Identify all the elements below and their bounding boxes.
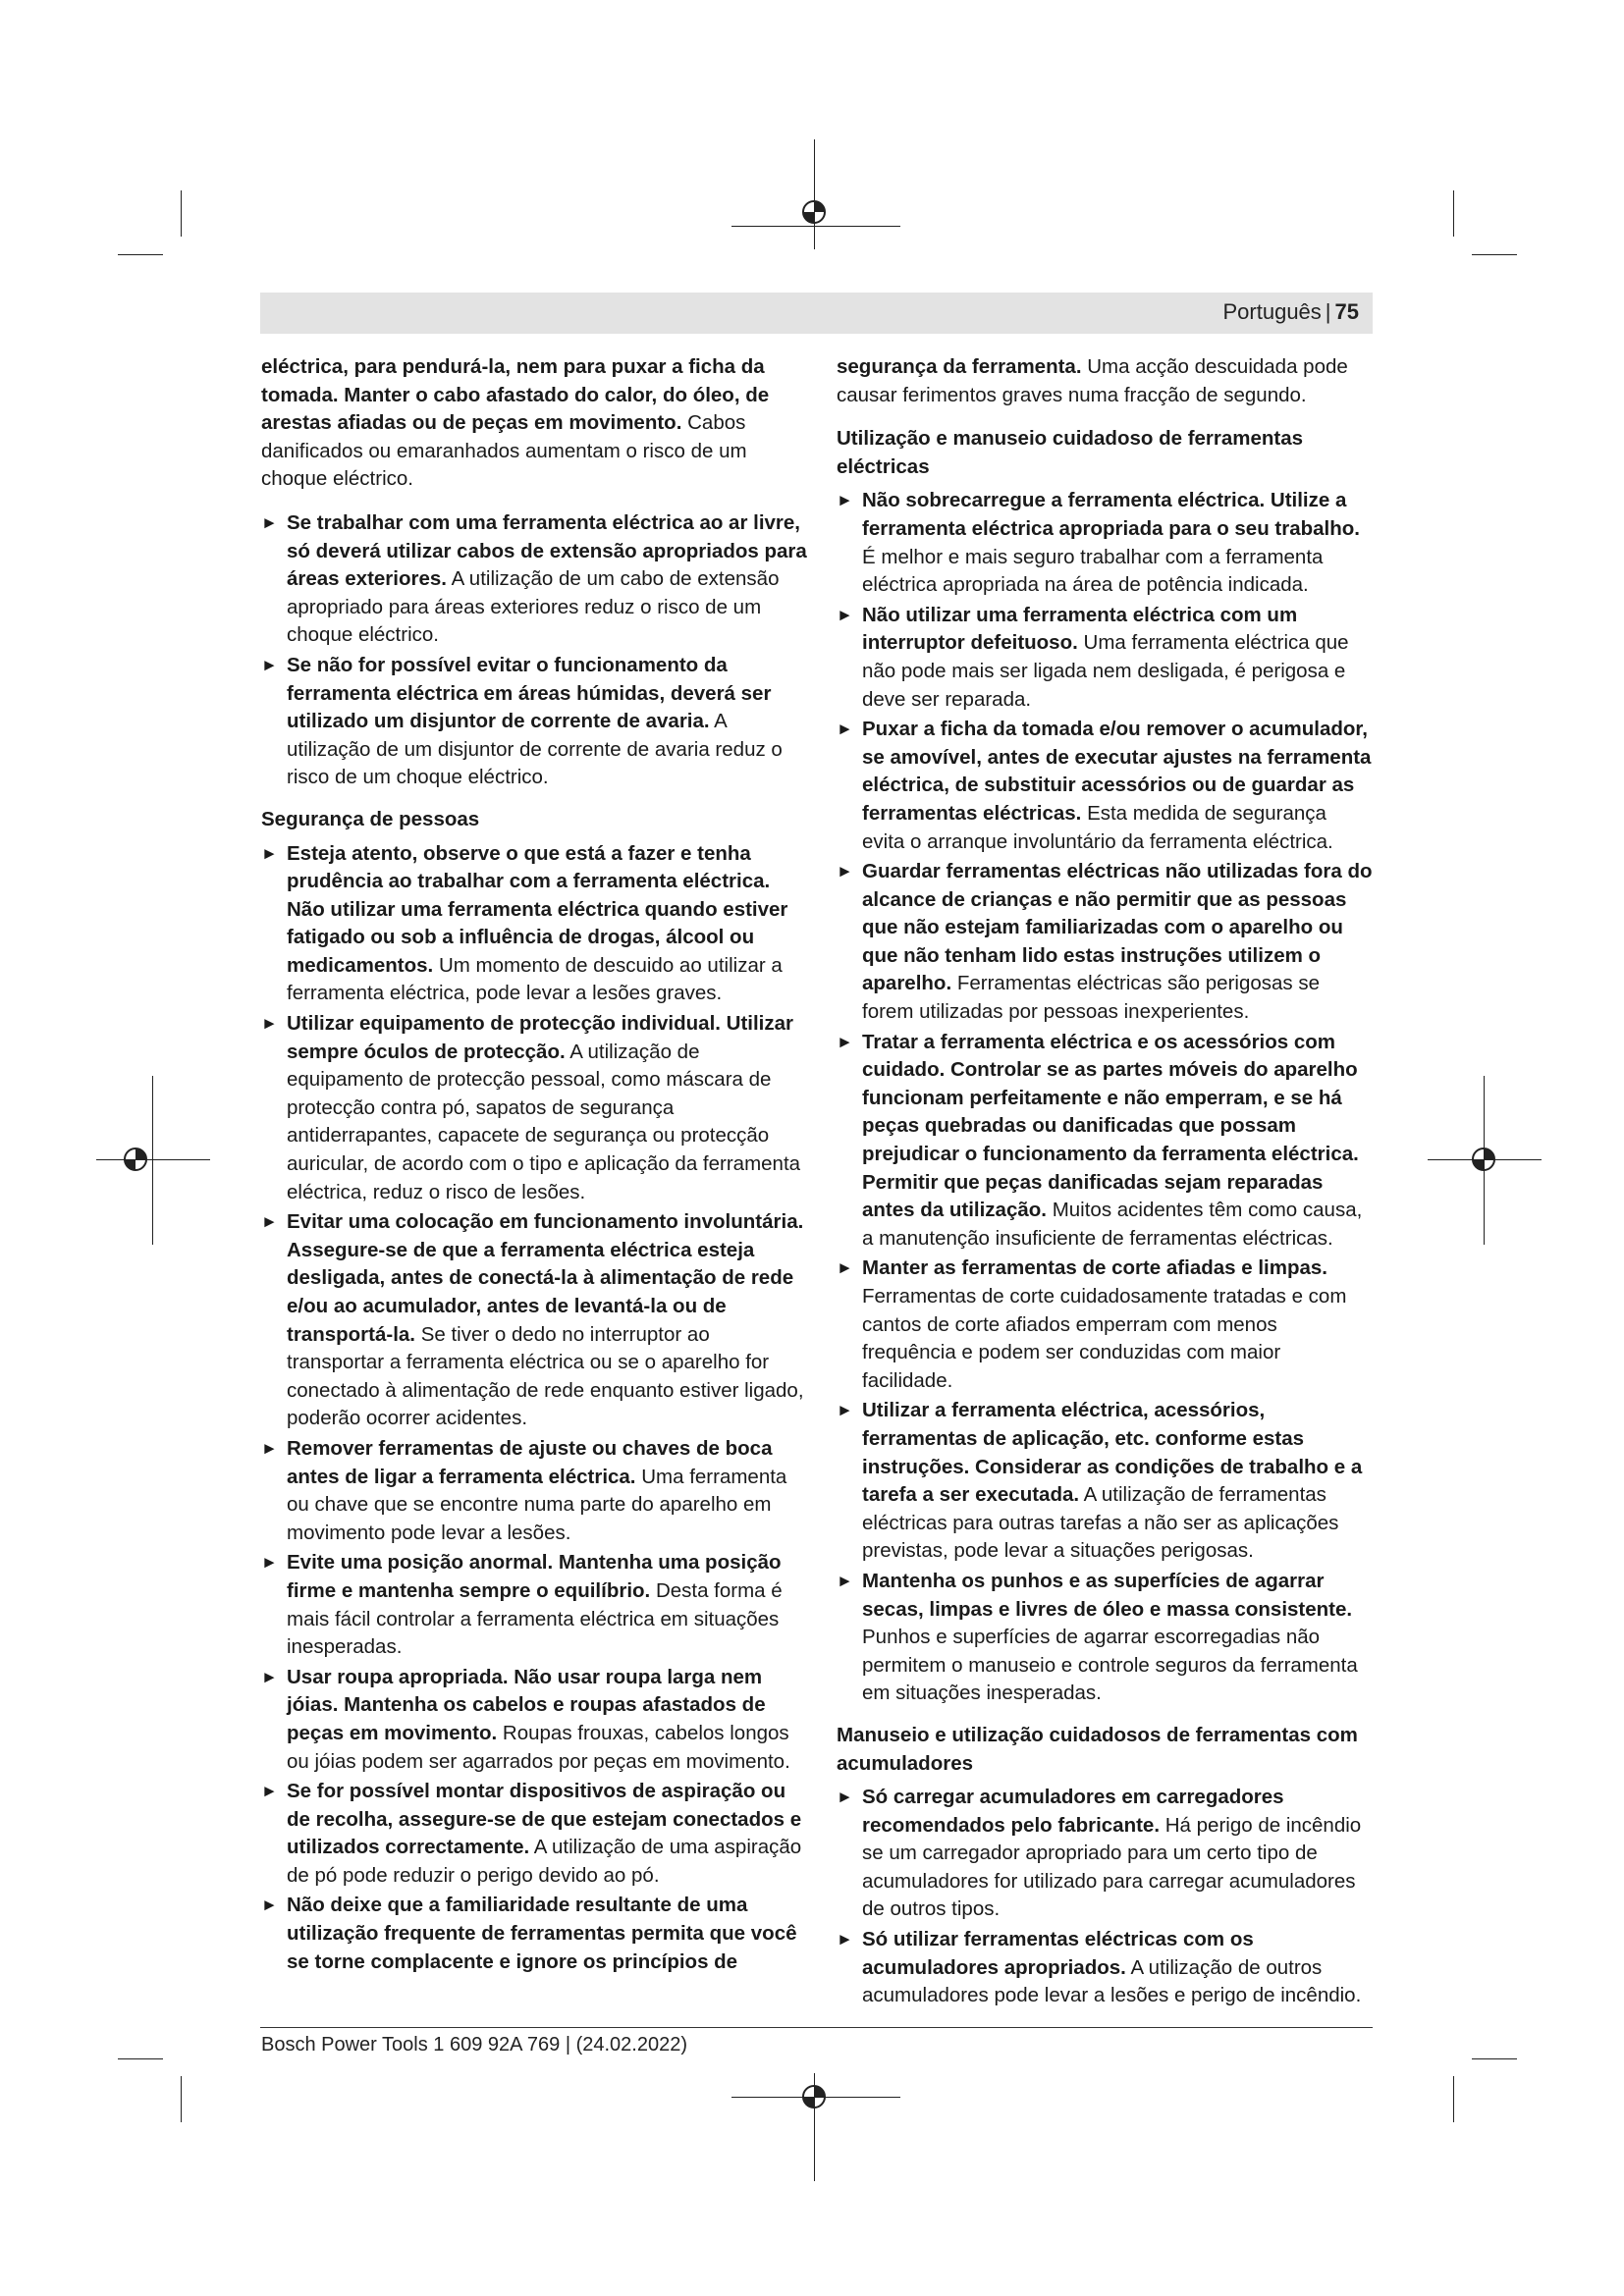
instruction-bold: Não utilizar uma ferramenta eléctrica com um interruptor defeituoso. xyxy=(862,603,1298,655)
header-separator: | xyxy=(1325,299,1331,324)
instruction-bold: Tratar a ferramenta eléctrica e os acessórios com cuidado. Controlar se as partes móveis do aparelho funcionam perfeitamente e não emperram, e se há peças quebradas ou danificadas que possam prejudicar o funcionamento da ferramenta eléctrica. Permitir que peças danificadas sejam reparadas antes da utilização. xyxy=(862,1030,1359,1222)
bullet-arrow-icon: ► xyxy=(837,605,853,624)
page-number: 75 xyxy=(1334,299,1359,324)
safety-list-item xyxy=(261,1778,807,1890)
safety-list-item xyxy=(261,1664,807,1776)
instruction-explanation: A utilização de um disjuntor de corrente de avaria reduz o risco de um choque eléctrico. xyxy=(287,710,783,789)
safety-list-item xyxy=(837,487,1373,599)
instruction-explanation: Cabos danificados ou emaranhados aumentam o risco de um choque eléctrico. xyxy=(261,411,747,491)
section-heading: Manuseio e utilização cuidadosos de ferramentas com acumuladores xyxy=(837,1723,1358,1775)
instruction-explanation: Se tiver o dedo no interruptor ao transportar a ferramenta eléctrica ou se o aparelho for conectado à alimentação de rede enquanto estiver ligado, poderão ocorrer acidentes. xyxy=(287,1322,804,1430)
registration-mark-top-icon xyxy=(796,194,832,230)
instruction-bold: Manter as ferramentas de corte afiadas e limpas. xyxy=(862,1256,1327,1280)
instruction-bold: Guardar ferramentas eléctricas não utilizadas fora do alcance de crianças e não permitir que as pessoas que não estejam familiarizadas com o aparelho ou que não tenham lido estas instruções utilizem o aparelho. xyxy=(862,860,1373,995)
safety-list-item xyxy=(837,1926,1373,2010)
instruction-explanation: Muitos acidentes têm como causa, a manutenção insuficiente de ferramentas eléctricas. xyxy=(862,1199,1363,1250)
bullet-arrow-icon: ► xyxy=(261,1782,278,1801)
bullet-arrow-icon: ► xyxy=(261,1896,278,1915)
instruction-bold: Não deixe que a familiaridade resultante de uma utilização frequente de ferramentas permita que você se torne complacente e ignore os princípios de xyxy=(287,1894,797,1973)
bullet-arrow-icon: ► xyxy=(261,512,278,532)
instruction-bold: Evite uma posição anormal. Mantenha uma posição firme e mantenha sempre o equilíbrio. xyxy=(287,1551,782,1602)
header-language: Português xyxy=(1222,299,1322,324)
instruction-explanation: Um momento de descuido ao utilizar a ferramenta eléctrica, pode levar a lesões graves. xyxy=(287,953,783,1005)
safety-list-item xyxy=(261,1549,807,1661)
bullet-arrow-icon: ► xyxy=(261,1667,278,1686)
safety-list-item xyxy=(837,1029,1373,1254)
section-heading: Utilização e manuseio cuidadoso de ferramentas eléctricas xyxy=(837,427,1304,478)
bullet-arrow-icon: ► xyxy=(837,720,853,739)
instruction-explanation: Uma ferramenta ou chave que se encontre numa parte do aparelho em movimento pode levar a lesões. xyxy=(287,1465,787,1544)
page-header xyxy=(260,293,1373,334)
instruction-bold: Só carregar acumuladores em carregadores recomendados pelo fabricante. xyxy=(862,1786,1284,1837)
crop-mark-top-right-v xyxy=(1453,190,1454,237)
bullet-arrow-icon: ► xyxy=(837,1788,853,1807)
safety-list-item xyxy=(261,840,807,1009)
continued-paragraph xyxy=(837,353,1373,409)
bullet-arrow-icon: ► xyxy=(261,1014,278,1034)
bullet-arrow-icon: ► xyxy=(261,843,278,863)
registration-mark-bottom-icon xyxy=(796,2079,832,2114)
instruction-bold: segurança da ferramenta. xyxy=(837,355,1082,378)
crop-mark-top-left-v xyxy=(181,190,182,237)
instruction-bold: Remover ferramentas de ajuste ou chaves de boca antes de ligar a ferramenta eléctrica. xyxy=(287,1436,773,1488)
instruction-bold: Evitar uma colocação em funcionamento involuntária. Assegure-se de que a ferramenta eléctrica esteja desligada, antes de conectá-la à alimentação de rede e/ou ao acumulador, antes de levantá-la ou de transportá-la. xyxy=(287,1210,804,1346)
safety-list-item xyxy=(261,1010,807,1206)
safety-list-item xyxy=(837,1784,1373,1924)
bullet-arrow-icon: ► xyxy=(837,1930,853,1949)
registration-mark-right-icon xyxy=(1466,1142,1501,1177)
instruction-explanation: Roupas frouxas, cabelos longos ou jóias podem ser agarrados por peças em movimento. xyxy=(287,1721,790,1773)
safety-list-item xyxy=(261,1208,807,1433)
instruction-explanation: Ferramentas eléctricas são perigosas se forem utilizadas por pessoas inexperientes. xyxy=(862,972,1321,1024)
instruction-bold: Não sobrecarregue a ferramenta eléctrica. Utilize a ferramenta eléctrica apropriada para o seu trabalho. xyxy=(862,489,1360,540)
registration-mark-left-icon xyxy=(118,1142,153,1177)
crop-mark-bottom-left-h xyxy=(118,2058,163,2059)
safety-list-item xyxy=(837,858,1373,1027)
bullet-arrow-icon: ► xyxy=(261,655,278,674)
crop-mark-top-left-h xyxy=(118,254,163,255)
bullet-arrow-icon: ► xyxy=(261,1553,278,1573)
instruction-explanation: Esta medida de segurança evita o arranque involuntário da ferramenta eléctrica. xyxy=(862,801,1333,853)
safety-list-item xyxy=(837,1568,1373,1708)
crop-mark-top-right-h xyxy=(1472,254,1517,255)
left-column xyxy=(261,353,807,1978)
safety-list-item xyxy=(261,1435,807,1547)
instruction-explanation: Desta forma é mais fácil controlar a ferramenta eléctrica em situações inesperadas. xyxy=(287,1578,783,1659)
instruction-bold: Se trabalhar com uma ferramenta eléctrica ao ar livre, só deverá utilizar cabos de extensão apropriados para áreas exteriores. xyxy=(287,510,807,591)
instruction-explanation: A utilização de um cabo de extensão apropriado para áreas exteriores reduz o risco de um choque eléctrico. xyxy=(287,567,780,647)
instruction-bold: Se não for possível evitar o funcionamento da ferramenta eléctrica em áreas húmidas, deverá ser utilizado um disjuntor de corrente de avaria. xyxy=(287,653,772,733)
instruction-bold: Esteja atento, observe o que está a fazer e tenha prudência ao trabalhar com a ferramenta eléctrica. Não utilizar uma ferramenta eléctrica quando estiver fatigado ou sob a influência de drogas, álcool ou medicamentos. xyxy=(287,841,788,977)
instruction-explanation: Há perigo de incêndio se um carregador apropriado para um certo tipo de acumuladores for utilizado para carregar acumuladores de outros tipos. xyxy=(862,1813,1362,1921)
bullet-arrow-icon: ► xyxy=(837,1571,853,1590)
crop-mark-bottom-right-h xyxy=(1472,2058,1517,2059)
footer-rule xyxy=(260,2027,1373,2028)
safety-list-item xyxy=(261,652,807,792)
instruction-bold: eléctrica, para pendurá-la, nem para puxar a ficha da tomada. Manter o cabo afastado do calor, do óleo, de arestas afiadas ou de peças em movimento. xyxy=(261,355,770,435)
header-label xyxy=(1223,299,1360,325)
bullet-arrow-icon: ► xyxy=(261,1212,278,1232)
bullet-arrow-icon: ► xyxy=(837,1258,853,1278)
footer-text: Bosch Power Tools 1 609 92A 769 | (24.02.2022) xyxy=(261,2034,688,2056)
instruction-explanation: A utilização de equipamento de protecção pessoal, como máscara de protecção contra pó, sapatos de segurança antiderrapantes, capacete de segurança ou protecção auricular, de acordo com o tipo e aplicação da ferramenta eléctrica, reduz o risco de lesões. xyxy=(287,1040,801,1203)
bullet-arrow-icon: ► xyxy=(837,491,853,510)
safety-list-item xyxy=(261,509,807,650)
instruction-explanation: Uma acção descuidada pode causar ferimentos graves numa fracção de segundo. xyxy=(837,355,1348,406)
crop-mark-bottom-right-v xyxy=(1453,2076,1454,2122)
crop-mark-bottom-left-v xyxy=(181,2076,182,2122)
instruction-bold: Se for possível montar dispositivos de aspiração ou de recolha, assegure-se de que estejam conectados e utilizados correctamente. xyxy=(287,1780,802,1859)
instruction-explanation: Ferramentas de corte cuidadosamente tratadas e com cantos de corte afiados emperram com menos frequência e podem ser conduzidas com maior facilidade. xyxy=(862,1285,1347,1392)
section-heading: Segurança de pessoas xyxy=(261,807,480,830)
right-column xyxy=(837,353,1373,2012)
instruction-bold: Utilizar a ferramenta eléctrica, acessórios, ferramentas de aplicação, etc. conforme estas instruções. Considerar as condições de trabalho e a tarefa a ser executada. xyxy=(862,1399,1363,1507)
instruction-explanation: A utilização de uma aspiração de pó pode reduzir o perigo devido ao pó. xyxy=(287,1836,802,1887)
safety-list-item xyxy=(837,602,1373,714)
instruction-bold: Usar roupa apropriada. Não usar roupa larga nem jóias. Mantenha os cabelos e roupas afastados de peças em movimento. xyxy=(287,1665,766,1744)
instruction-bold: Só utilizar ferramentas eléctricas com os acumuladores apropriados. xyxy=(862,1928,1254,1979)
bullet-arrow-icon: ► xyxy=(837,862,853,881)
safety-list-item xyxy=(837,716,1373,856)
instruction-bold: Puxar a ficha da tomada e/ou remover o acumulador, se amovível, antes de executar ajustes na ferramenta eléctrica, de substituir acessórios ou de guardar as ferramentas eléctricas. xyxy=(862,718,1372,825)
bullet-arrow-icon: ► xyxy=(261,1438,278,1458)
bullet-arrow-icon: ► xyxy=(837,1032,853,1051)
continued-paragraph xyxy=(261,353,807,494)
instruction-explanation: É melhor e mais seguro trabalhar com a ferramenta eléctrica apropriada na área de potência indicada. xyxy=(862,545,1324,597)
safety-list-item xyxy=(837,1397,1373,1566)
instruction-explanation: Punhos e superfícies de agarrar escorregadias não permitem o manuseio e controle seguros da ferramenta em situações inesperadas. xyxy=(862,1626,1358,1705)
instruction-bold: Mantenha os punhos e as superfícies de agarrar secas, limpas e livres de óleo e massa consistente. xyxy=(862,1569,1353,1621)
instruction-explanation: Uma ferramenta eléctrica que não pode mais ser ligada nem desligada, é perigosa e deve ser reparada. xyxy=(862,631,1349,711)
bullet-arrow-icon: ► xyxy=(837,1401,853,1420)
reg-left-hline xyxy=(96,1159,210,1160)
safety-list-item xyxy=(837,1255,1373,1395)
instruction-explanation: A utilização de outros acumuladores pode levar a lesões e perigo de incêndio. xyxy=(862,1955,1362,2007)
safety-list-item xyxy=(261,1892,807,1976)
instruction-bold: Utilizar equipamento de protecção individual. Utilizar sempre óculos de protecção. xyxy=(287,1012,794,1063)
instruction-explanation: A utilização de ferramentas eléctricas para outras tarefas a não ser as aplicações previstas, pode levar a situações perigosas. xyxy=(862,1483,1339,1563)
